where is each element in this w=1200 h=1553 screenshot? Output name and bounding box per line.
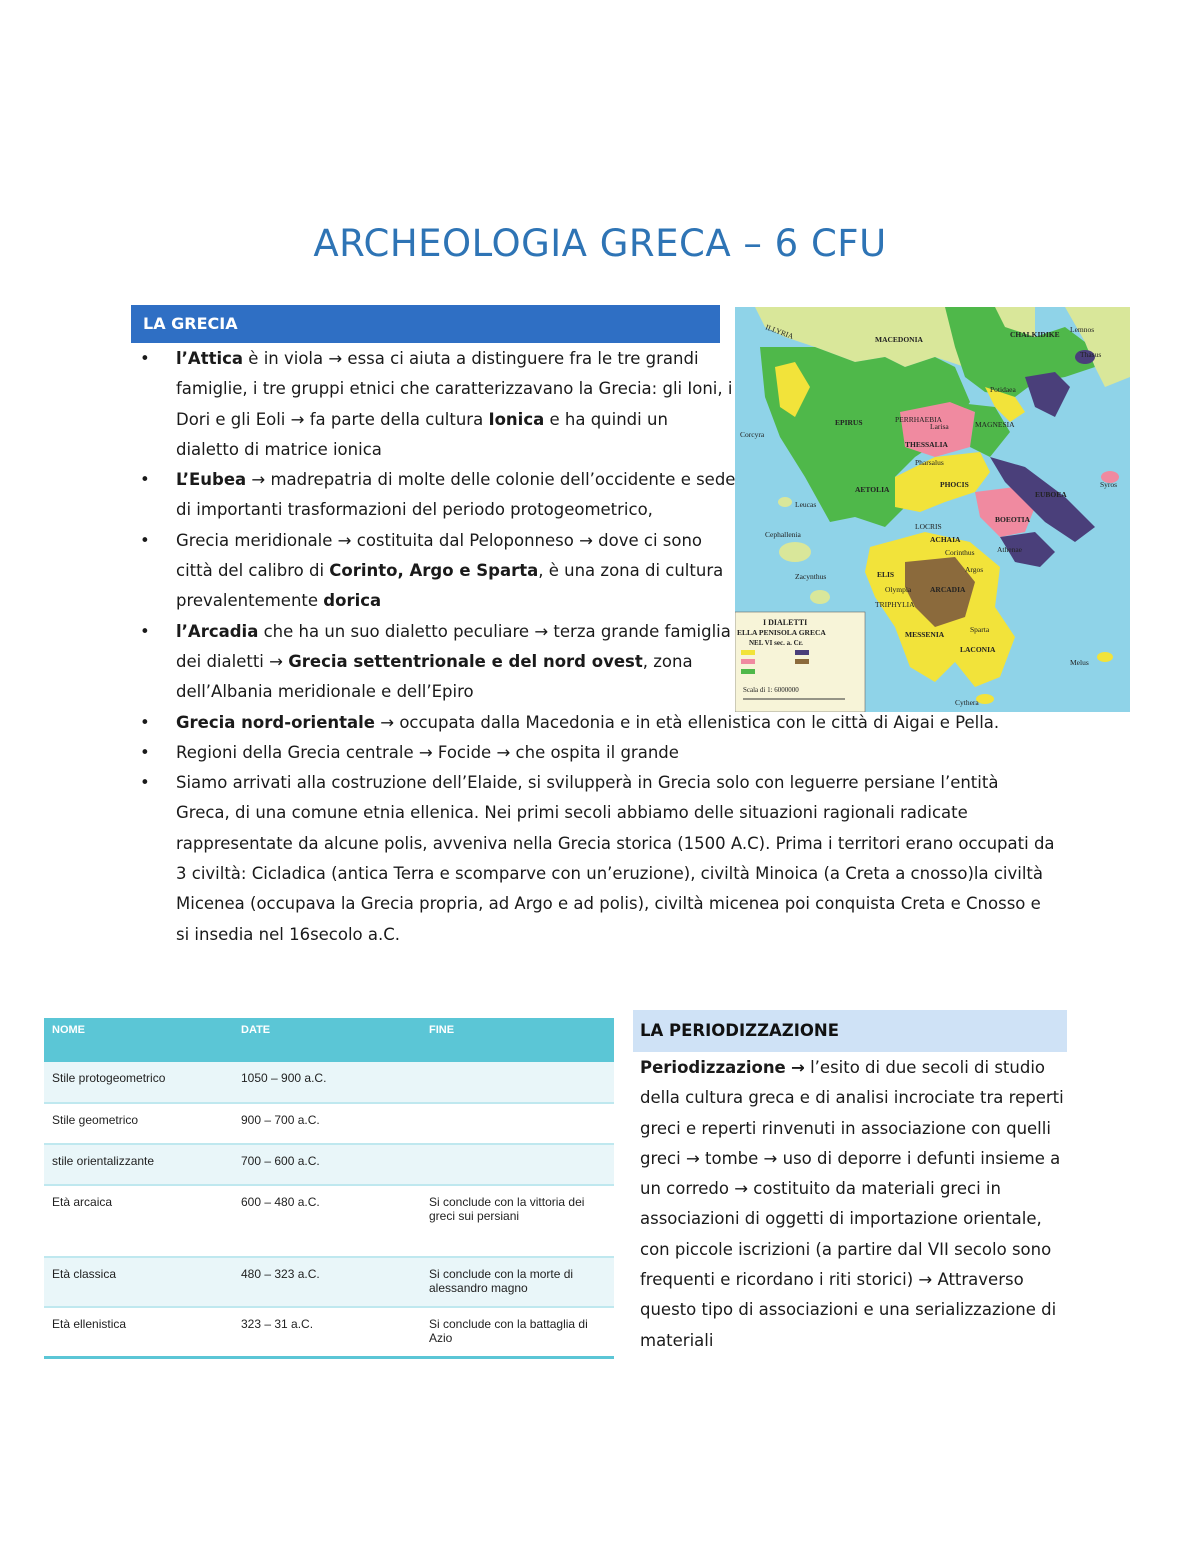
table-row xyxy=(44,1307,614,1357)
map-label: Argos xyxy=(965,565,984,574)
table-cell: Stile protogeometrico xyxy=(44,1062,233,1103)
map-label: PERRHAEBIA xyxy=(895,415,943,424)
text: costituita dal Peloponneso xyxy=(351,530,580,550)
column-header: DATE xyxy=(233,1018,421,1062)
text: uso di deporre i defunti insieme a un corredo xyxy=(640,1148,1061,1199)
arrow-icon: → xyxy=(579,530,593,550)
table-cell: Stile geometrico xyxy=(44,1103,233,1144)
map-label: Thasus xyxy=(1080,350,1102,359)
map-scale: Scala di 1: 6000000 xyxy=(743,686,799,694)
text: costituito da materiali greci in associazioni di oggetti di importazione orientale, con piccole iscrizioni (a partire dal VII secolo sono frequenti e ricordano i riti storici) xyxy=(640,1179,1052,1290)
map-label: TRIPHYLIA xyxy=(875,600,915,609)
bullet-icon: • xyxy=(140,621,150,641)
text: Focide xyxy=(432,742,497,762)
map-label: PHOCIS xyxy=(940,480,969,489)
term: L’Eubea xyxy=(176,470,247,490)
text: Regioni della Grecia centrale xyxy=(176,742,419,762)
text: , è una zona di cultura prevalentemente xyxy=(176,561,724,611)
list-item xyxy=(140,738,1056,768)
table-cell: 323 – 31 a.C. xyxy=(233,1307,421,1357)
arrow-icon: → xyxy=(418,742,433,762)
text: e ha quindi un dialetto di matrice ionica xyxy=(176,409,668,459)
table-cell: 480 – 323 a.C. xyxy=(233,1257,421,1307)
text: , zona dell’Albania meridionale e dell’Epiro xyxy=(176,651,693,702)
map-label: ELIS xyxy=(877,570,895,579)
map-label: Larisa xyxy=(930,422,949,431)
arrow-icon: → xyxy=(337,530,352,550)
list-item xyxy=(140,768,1056,950)
map-label: Olympia xyxy=(885,585,912,594)
bullet-icon: • xyxy=(140,773,150,793)
map-label: LOCRIS xyxy=(915,522,942,531)
arrow-icon: → xyxy=(290,409,305,429)
table-cell: 600 – 480 a.C. xyxy=(233,1185,421,1257)
map-label: Syros xyxy=(1100,480,1118,489)
arrow-icon: → xyxy=(269,651,283,671)
map-label: ACHAIA xyxy=(930,535,961,544)
arrow-icon: → xyxy=(734,1179,749,1199)
map-label: Corinthus xyxy=(945,548,975,557)
arrow-icon: → xyxy=(251,470,266,490)
arrow-icon: → xyxy=(763,1148,778,1168)
table-cell: 1050 – 900 a.C. xyxy=(233,1062,421,1103)
text: che ospita il grande xyxy=(510,742,679,762)
table-cell: Si conclude con la vittoria dei greci sui persiani xyxy=(421,1185,614,1257)
text: è in viola xyxy=(243,349,329,368)
bullet-icon: • xyxy=(140,470,150,490)
text: Siamo arrivati alla costruzione dell’Elaide, si svilupperà in Grecia solo con leguerre persiane l’entità Greca, di una comune etnia ellenica. Nei primi secoli abbiamo delle situazioni ragionali radicate rappresentate da alcune polis, avveniva nella Grecia storica (1500 A.C). Prima i territori erano occupati da 3 civiltà: Cicladica (antica Terra e scomparve con un’eruzione), civiltà Minoica (a Creta a cnosso)la civiltà Micenea (occupava la Grecia propria, ad Argo e ad polis), civiltà micenea poi conquista Creta e Cnosso e si insedia nel 16secolo a.C. xyxy=(176,773,1055,944)
arrow-icon: → xyxy=(791,1058,805,1077)
text: terza grande famiglia dei dialetti xyxy=(176,621,731,671)
map-label: Lemnos xyxy=(1070,325,1095,334)
term: Grecia settentrionale e del nord ovest xyxy=(288,651,643,671)
table-row xyxy=(44,1062,614,1103)
arrow-icon: → xyxy=(380,712,395,732)
map-legend-title: I DIALETTI xyxy=(763,618,808,627)
periodizzazione-paragraph xyxy=(640,1053,1065,1356)
text: essa ci aiuta a distinguere fra le tre grandi famiglie, i tre gruppi etnici che caratterizzavano la Grecia: gli Ioni, i Dori e gli Eoli xyxy=(176,349,733,429)
map-label: Leucas xyxy=(795,500,817,509)
list-item xyxy=(140,617,736,708)
term: l’Arcadia xyxy=(176,621,259,641)
table-row xyxy=(44,1257,614,1307)
table-cell xyxy=(421,1103,614,1144)
map-label: CHALKIDIKE xyxy=(1010,330,1060,339)
section-heading-periodizzazione: LA PERIODIZZAZIONE xyxy=(633,1010,1067,1052)
table-cell: Si conclude con la battaglia di Azio xyxy=(421,1307,614,1357)
map-label: THESSALIA xyxy=(905,440,948,449)
map-legend-title: NEL VI sec. a. Cr. xyxy=(749,639,803,647)
map-label: ILLYRIA xyxy=(764,322,795,341)
map-label: Pharsalus xyxy=(915,458,944,467)
list-item xyxy=(140,708,1056,738)
text: che ha un suo dialetto peculiare xyxy=(258,621,535,641)
map-label: ARCADIA xyxy=(930,585,966,594)
text: fa parte della cultura xyxy=(304,409,489,429)
table-row xyxy=(44,1185,614,1257)
table-header-row xyxy=(44,1018,614,1062)
bullet-icon: • xyxy=(140,712,150,732)
map-legend-title: ELLA PENISOLA GRECA xyxy=(737,628,826,637)
text: tombe xyxy=(699,1148,764,1168)
table-row xyxy=(44,1103,614,1144)
arrow-icon: → xyxy=(496,742,511,762)
bullet-icon: • xyxy=(140,349,150,368)
map-label: EPIRUS xyxy=(835,418,863,427)
table-row xyxy=(44,1144,614,1185)
column-header: FINE xyxy=(421,1018,614,1062)
map-label: MESSENIA xyxy=(905,630,945,639)
text: madrepatria di molte delle colonie dell’occidente e sede di importanti trasformazioni del periodo protogeometrico, xyxy=(176,470,736,520)
map-label: Sparta xyxy=(970,625,990,634)
text: dove ci sono città del calibro di xyxy=(176,530,703,581)
map-label: Potidaea xyxy=(990,385,1016,394)
table-cell: 700 – 600 a.C. xyxy=(233,1144,421,1185)
term: Grecia nord-orientale xyxy=(176,712,375,732)
map-label: Zacynthus xyxy=(795,572,827,581)
map-label: Cephallenia xyxy=(765,530,801,539)
text: Attraverso questo tipo di associazioni e una serializzazione di materiali xyxy=(640,1270,1057,1350)
arrow-icon: → xyxy=(534,621,549,641)
arrow-icon: → xyxy=(918,1270,933,1290)
dialect-map-image xyxy=(735,307,1130,712)
map-label: MACEDONIA xyxy=(875,335,923,344)
page-title: ARCHEOLOGIA GRECA – 6 CFU xyxy=(313,222,887,265)
list-item xyxy=(140,526,736,617)
list-item xyxy=(140,344,736,465)
table-cell: Età arcaica xyxy=(44,1185,233,1257)
map-label: Melus xyxy=(1070,658,1089,667)
arrow-icon: → xyxy=(685,1148,700,1168)
table-cell xyxy=(421,1062,614,1103)
map-label: LACONIA xyxy=(960,645,996,654)
list-item xyxy=(140,465,736,526)
term: dorica xyxy=(323,591,382,611)
arrow-icon: → xyxy=(328,349,343,368)
table-cell: stile orientalizzante xyxy=(44,1144,233,1185)
column-header: NOME xyxy=(44,1018,233,1062)
map-label: EUBOEA xyxy=(1035,490,1067,499)
table-cell: Si conclude con la morte di alessandro magno xyxy=(421,1257,614,1307)
text: Grecia meridionale xyxy=(176,530,338,550)
periods-table xyxy=(44,1018,614,1359)
section-heading-la-grecia: LA GRECIA xyxy=(131,305,720,343)
table-cell: 900 – 700 a.C. xyxy=(233,1103,421,1144)
term: Corinto, Argo e Sparta xyxy=(329,561,539,581)
map-label: MAGNESIA xyxy=(975,420,1015,429)
map-label: Cythera xyxy=(955,698,979,707)
term: Periodizzazione xyxy=(640,1058,786,1077)
map-label: Athenae xyxy=(997,545,1022,554)
term: l’Attica xyxy=(176,349,244,368)
table-cell: Età ellenistica xyxy=(44,1307,233,1357)
map-label: Corcyra xyxy=(740,430,765,439)
map-label: AETOLIA xyxy=(855,485,890,494)
text: occupata dalla Macedonia e in età ellenistica con le città di Aigai e Pella. xyxy=(394,712,1000,732)
bullet-icon: • xyxy=(140,530,150,550)
text: l’esito di due secoli di studio della cultura greca e di analisi incrociate tra reperti greci e reperti rinvenuti in associazione con quelli greci xyxy=(640,1058,1064,1168)
table-cell xyxy=(421,1144,614,1185)
bullet-icon: • xyxy=(140,742,150,762)
table-cell: Età classica xyxy=(44,1257,233,1307)
term: Ionica xyxy=(488,409,545,429)
map-label: BOEOTIA xyxy=(995,515,1031,524)
